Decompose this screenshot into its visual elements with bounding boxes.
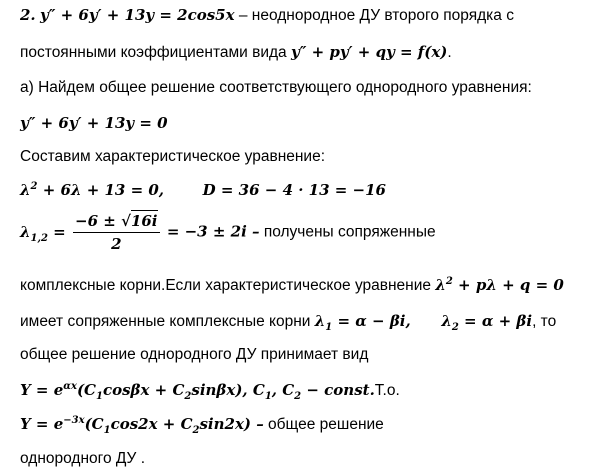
equation-form-line (20, 43, 452, 62)
fraction-numerator: −6 ± √16i (73, 212, 159, 233)
fraction-denominator: 2 (111, 235, 122, 253)
general-characteristic-equation: $\lambda^2 + p\lambda + q = 0$ (435, 276, 564, 294)
problem-statement-line (20, 6, 514, 25)
closing-text: однородного ДУ . (20, 450, 145, 467)
general-solution-form-line (20, 381, 400, 400)
equation-general-form: y″ + py′ + qy = f(x) (290, 43, 448, 61)
root-lambda-1: $\lambda_1 = \alpha - \beta i$, (314, 312, 411, 333)
characteristic-intro-text: Составим характеристическое уравнение: (20, 148, 326, 165)
equation-homogeneous: y″ + 6y′ + 13y = 0 (20, 114, 168, 132)
roots-rhs: = −3 ± 2i – (166, 222, 260, 241)
step-a-text: а) Найдем общее решение соответствующего однородного уравнения: (20, 79, 532, 96)
thus-text: Т.о. (374, 382, 400, 399)
discriminant: D = 36 − 4 · 13 = −16 (202, 181, 386, 199)
characteristic-equation: $\lambda^2 + 6\lambda + 13 = 0$, (20, 181, 165, 199)
general-solution-intro-text: общее решение однородного ДУ принимает вид (20, 346, 369, 363)
then-text: , то (532, 313, 557, 330)
roots-lhs: $\lambda_{1,2}$ = (20, 222, 66, 244)
characteristic-intro-line (20, 148, 325, 166)
particular-general-solution-line (20, 415, 384, 434)
roots-line (20, 212, 436, 253)
form-text: постоянными коэффициентами вида (20, 44, 291, 61)
general-solution-text: общее решение (268, 416, 384, 433)
roots-fraction (73, 212, 159, 253)
problem-number: 2. (20, 6, 36, 24)
closing-line (20, 450, 145, 468)
homogeneous-equation-line (20, 114, 168, 133)
conjugate-roots-text: имеет сопряженные комплексные корни (20, 313, 315, 330)
general-solution-form: $Y = e^{\alpha x}(C_1\cos\beta x + C_2\sin\beta x)$, $C_1$, $C_2$ − const. (20, 381, 375, 402)
root-lambda-2: $\lambda_2 = \alpha + \beta i$ (441, 312, 533, 333)
equation-inhomogeneous: y″ + 6y′ + 13y = 2cos5x (39, 6, 235, 24)
complex-roots-text: комплексные корни.Если характеристическое уравнение (20, 277, 436, 294)
conjugate-roots-line (20, 312, 556, 331)
homogeneous-general-solution: $Y = e^{-3x}(C_1\cos 2x + C_2\sin 2x)$ – (20, 415, 264, 436)
period: . (447, 44, 452, 61)
statement-text: – неоднородное ДУ второго порядка с (238, 7, 514, 24)
characteristic-equation-line (20, 181, 386, 200)
roots-text: получены сопряженные (263, 223, 436, 241)
general-solution-intro-line (20, 346, 368, 364)
step-a-line (20, 79, 532, 97)
complex-roots-line (20, 276, 564, 295)
